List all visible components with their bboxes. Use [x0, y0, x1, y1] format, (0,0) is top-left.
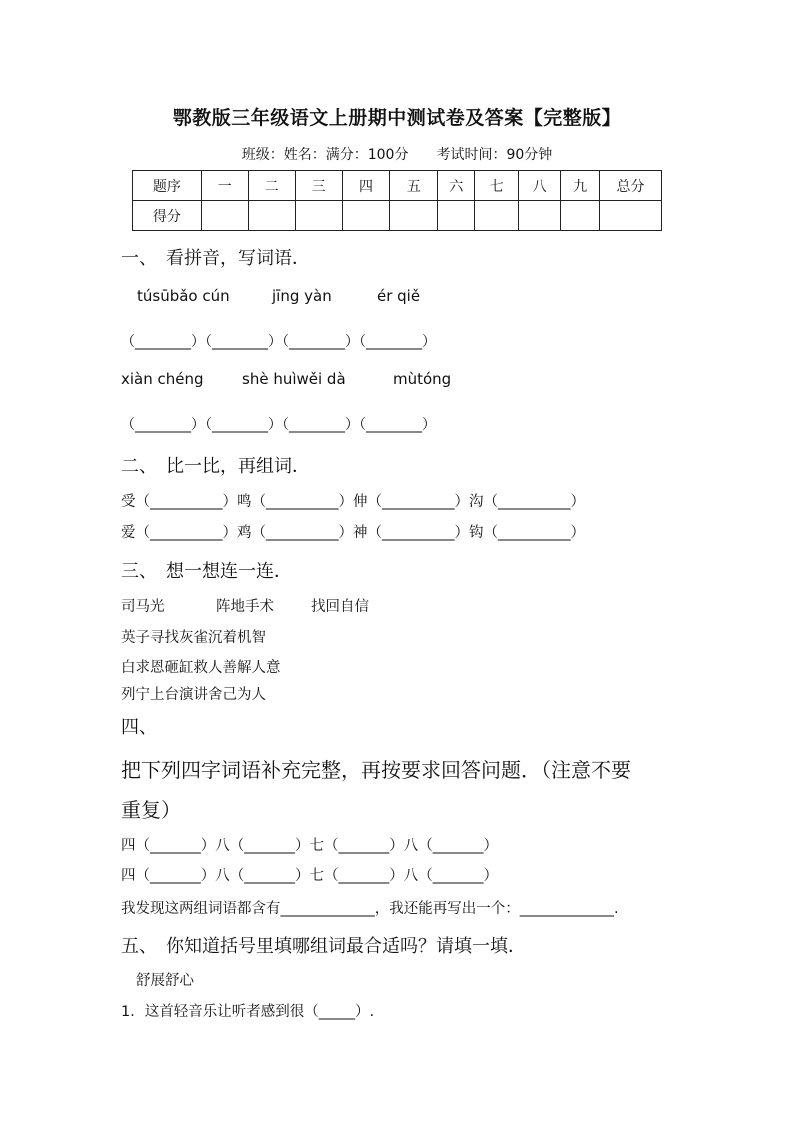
table-cell: 七 — [475, 171, 519, 201]
match-item: 司马光 — [121, 599, 165, 615]
section-4-instruction: 重复） — [121, 798, 181, 822]
match-item: 找回自信 — [311, 599, 369, 615]
table-cell: 三 — [295, 171, 342, 201]
score-input-cell[interactable] — [475, 201, 519, 231]
section-2-heading: 二、 比一比，再组词． — [121, 456, 310, 477]
section-5-heading: 五、 你知道括号里填哪组词最合适吗？请填一填． — [121, 936, 526, 957]
score-input-cell[interactable] — [600, 201, 662, 231]
table-cell: 九 — [561, 171, 600, 201]
idiom-blank-line[interactable]: 四（_______）八（_______）七（_______）八（_______） — [121, 838, 498, 854]
score-table-header-row — [133, 171, 662, 201]
section-1-heading: 一、 看拼音，写词语． — [121, 248, 310, 269]
pinyin-item: xiàn chéng — [121, 370, 204, 388]
word-options: 舒展舒心 — [136, 973, 194, 989]
match-line: 英子寻找灰雀沉着机智 — [121, 630, 266, 646]
pinyin-item: ér qiě — [377, 287, 421, 305]
table-cell: 得分 — [133, 201, 202, 231]
section-4-heading: 四、 — [121, 717, 157, 738]
pinyin-item: shè huìwěi dà — [242, 370, 346, 388]
section-4-instruction: 把下列四字词语补充完整，再按要求回答问题．（注意不要 — [121, 758, 631, 782]
score-input-cell[interactable] — [248, 201, 295, 231]
score-input-cell[interactable] — [295, 201, 342, 231]
score-input-cell[interactable] — [342, 201, 390, 231]
question-line[interactable]: 我发现这两组词语都含有_____________，我还能再写出一个：_____________. — [121, 901, 619, 917]
score-input-cell[interactable] — [201, 201, 248, 231]
pinyin-item: mùtóng — [393, 370, 452, 388]
pinyin-item: jīng yàn — [272, 287, 332, 305]
word-group-line[interactable]: 爱（__________）鸡（__________）神（__________）钩（__________） — [121, 525, 585, 541]
score-input-cell[interactable] — [390, 201, 438, 231]
score-input-cell[interactable] — [438, 201, 475, 231]
section-3-heading: 三、 想一想连一连． — [121, 561, 292, 582]
table-cell: 二 — [248, 171, 295, 201]
table-cell: 一 — [201, 171, 248, 201]
score-input-cell[interactable] — [561, 201, 600, 231]
idiom-blank-line[interactable]: 四（_______）八（_______）七（_______）八（_______） — [121, 868, 498, 884]
match-line: 列宁上台演讲舍己为人 — [121, 687, 266, 703]
word-group-line[interactable]: 受（__________）鸣（__________）伸（__________）沟（__________） — [121, 494, 585, 510]
match-line: 白求恩砸缸救人善解人意 — [121, 660, 281, 676]
table-cell: 六 — [438, 171, 475, 201]
answer-blank-row[interactable]: （________）（________）（________）（________） — [121, 417, 436, 433]
table-cell: 五 — [390, 171, 438, 201]
table-cell: 八 — [519, 171, 561, 201]
answer-blank-row[interactable]: （________）（________）（________）（________） — [121, 334, 436, 350]
table-cell: 题序 — [133, 171, 202, 201]
table-cell: 四 — [342, 171, 390, 201]
page-title: 鄂教版三年级语文上册期中测试卷及答案【完整版】 — [172, 107, 622, 129]
exam-meta: 班级：姓名：满分：100分 考试时间：90分钟 — [241, 147, 553, 163]
match-item: 阵地手术 — [216, 599, 274, 615]
question-line[interactable]: 1．这首轻音乐让听者感到很（_____）. — [121, 1004, 375, 1020]
score-table-score-row — [133, 201, 662, 231]
table-cell: 总分 — [600, 171, 662, 201]
pinyin-item: túsūbǎo cún — [137, 287, 230, 305]
score-table — [132, 170, 662, 231]
score-input-cell[interactable] — [519, 201, 561, 231]
